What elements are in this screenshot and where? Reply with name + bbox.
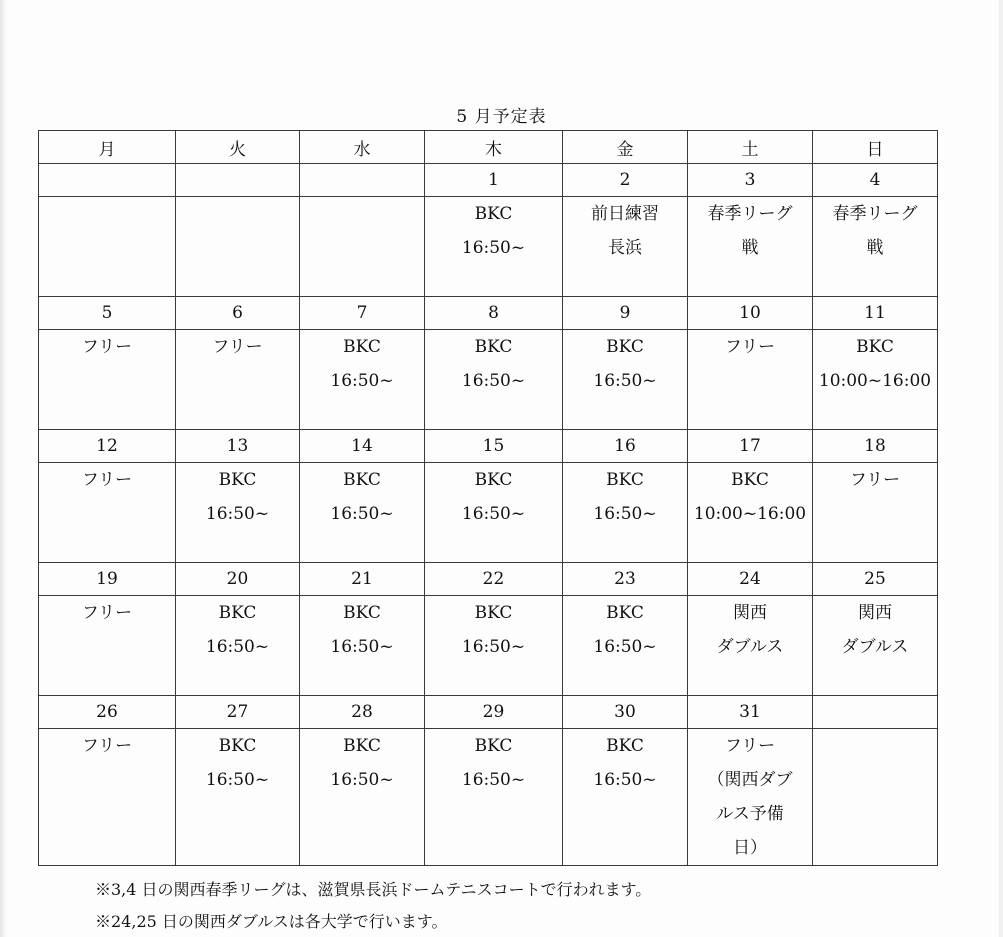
schedule-cell [176, 729, 300, 866]
schedule-cell [813, 330, 938, 430]
date-number-cell: 17 [688, 430, 813, 463]
schedule-entry-line: 戦 [741, 238, 759, 258]
schedule-entry-line: 16:50~ [330, 504, 394, 524]
schedule-cell [688, 729, 813, 866]
date-number-cell: 18 [813, 430, 938, 463]
page-left-edge [0, 0, 8, 937]
schedule-entry-line: ダブルス [841, 637, 909, 657]
schedule-entry-line: 16:50~ [330, 371, 394, 391]
weekday-header: 木 [425, 131, 563, 164]
schedule-entry-line: BKC [474, 603, 513, 623]
schedule-entry-line: 長浜 [608, 238, 642, 258]
schedule-content-row [39, 729, 938, 866]
schedule-entry-line: BKC [218, 470, 257, 490]
schedule-entry-line: 16:50~ [461, 504, 526, 524]
schedule-cell [688, 330, 813, 430]
schedule-cell [300, 330, 425, 430]
schedule-entry-line: 16:50~ [593, 637, 657, 657]
date-number-cell: 5 [39, 297, 176, 330]
schedule-entry-line: フリー [212, 337, 263, 357]
schedule-entry-line: 16:50~ [205, 770, 270, 790]
date-number-cell: 15 [425, 430, 563, 463]
schedule-entry-line: BKC [606, 603, 644, 623]
date-number-cell: 12 [39, 430, 176, 463]
date-number-cell: 6 [176, 297, 300, 330]
date-number-cell: 1 [425, 164, 563, 197]
schedule-cell [688, 596, 813, 696]
schedule-entry-line: 前日練習 [591, 204, 659, 224]
schedule-cell [563, 463, 688, 563]
schedule-entry-line: フリー [81, 337, 133, 357]
date-number-cell: 8 [425, 297, 563, 330]
schedule-cell [425, 596, 563, 696]
schedule-entry-line: BKC [474, 337, 513, 357]
schedule-cell [39, 463, 176, 563]
schedule-content-row [39, 330, 938, 430]
schedule-entry-line: ダブルス [716, 637, 784, 657]
schedule-entry-line: 16:50~ [205, 504, 270, 524]
schedule-cell [176, 463, 300, 563]
schedule-cell [813, 596, 938, 696]
date-number-row [39, 696, 938, 729]
schedule-entry-line: 16:50~ [593, 504, 657, 524]
date-number-cell: 31 [688, 696, 813, 729]
date-number-cell [176, 164, 300, 197]
schedule-entry-line: 日） [733, 838, 767, 858]
date-number-cell: 23 [563, 563, 688, 596]
weekday-header: 日 [813, 131, 938, 164]
note-line: ※3,4 日の関西春季リーグは、滋賀県長浜ドームテニスコートで行われます。 [95, 880, 652, 899]
schedule-cell [688, 463, 813, 563]
schedule-cell [563, 596, 688, 696]
weekday-header: 金 [563, 131, 688, 164]
schedule-entry-line: BKC [218, 736, 257, 756]
date-number-row [39, 164, 938, 197]
schedule-cell [300, 463, 425, 563]
schedule-entry-line: BKC [474, 736, 513, 756]
schedule-entry-line: 関西 [733, 603, 767, 623]
schedule-entry-line: 10:00~16:00 [693, 504, 807, 524]
schedule-entry-line: 16:50~ [461, 371, 526, 391]
date-number-cell [300, 164, 425, 197]
date-number-cell: 27 [176, 696, 300, 729]
weekday-header-row [39, 131, 938, 164]
schedule-cell [813, 729, 938, 866]
date-number-cell: 7 [300, 297, 425, 330]
schedule-cell [813, 463, 938, 563]
date-number-cell: 14 [300, 430, 425, 463]
schedule-cell [39, 197, 176, 297]
schedule-content-row [39, 197, 938, 297]
date-number-cell: 10 [688, 297, 813, 330]
schedule-entry-line: BKC [731, 470, 769, 490]
schedule-entry-line: BKC [343, 470, 381, 490]
date-number-cell: 28 [300, 696, 425, 729]
schedule-cell [563, 197, 688, 297]
date-number-cell: 11 [813, 297, 938, 330]
weekday-header: 火 [176, 131, 300, 164]
schedule-cell [563, 729, 688, 866]
schedule-entry-line: 16:50~ [461, 238, 526, 258]
schedule-entry-line: 関西 [858, 603, 892, 623]
date-number-cell: 24 [688, 563, 813, 596]
page-right-edge [999, 0, 1003, 937]
date-number-row [39, 297, 938, 330]
date-number-cell: 3 [688, 164, 813, 197]
schedule-cell [425, 729, 563, 866]
date-number-cell [39, 164, 176, 197]
schedule-entry-line: BKC [606, 470, 644, 490]
schedule-entry-line: BKC [606, 736, 644, 756]
date-number-cell: 29 [425, 696, 563, 729]
schedule-entry-line: BKC [343, 337, 381, 357]
note-line: ※24,25 日の関西ダブルスは各大学で行います。 [95, 912, 448, 931]
date-number-cell: 9 [563, 297, 688, 330]
schedule-cell [300, 596, 425, 696]
date-number-cell: 22 [425, 563, 563, 596]
schedule-entry-line: 16:50~ [205, 637, 270, 657]
date-number-cell: 16 [563, 430, 688, 463]
schedule-entry-line: 16:50~ [330, 770, 394, 790]
date-number-cell: 21 [300, 563, 425, 596]
schedule-entry-line: 16:50~ [461, 637, 526, 657]
schedule-entry-line: 16:50~ [330, 637, 394, 657]
schedule-cell [425, 197, 563, 297]
schedule-cell [300, 729, 425, 866]
schedule-content-row [39, 596, 938, 696]
schedule-cell [176, 330, 300, 430]
notes [95, 874, 651, 937]
schedule-entry-line: BKC [474, 204, 513, 224]
schedule-entry-line: フリー [81, 603, 133, 623]
schedule-entry-line: 16:50~ [461, 770, 526, 790]
schedule-entry-line: フリー [81, 736, 133, 756]
date-number-row [39, 430, 938, 463]
schedule-entry-line: フリー [724, 337, 776, 357]
schedule-entry-line: 戦 [866, 238, 884, 258]
schedule-entry-line: BKC [218, 603, 257, 623]
schedule-entry-line: フリー [724, 736, 776, 756]
schedule-cell [563, 330, 688, 430]
weekday-header: 月 [39, 131, 176, 164]
schedule-cell [176, 197, 300, 297]
schedule-cell [813, 197, 938, 297]
schedule-entry-line: 16:50~ [593, 770, 657, 790]
page-title: 5 月予定表 [456, 107, 547, 127]
schedule-entry-line: 10:00~16:00 [818, 371, 932, 391]
schedule-cell [39, 596, 176, 696]
date-number-cell: 20 [176, 563, 300, 596]
schedule-entry-line: 春季リーグ [832, 204, 918, 224]
schedule-entry-line: BKC [474, 470, 513, 490]
schedule-cell [176, 596, 300, 696]
schedule-entry-line: BKC [343, 736, 381, 756]
date-number-cell: 2 [563, 164, 688, 197]
date-number-cell: 30 [563, 696, 688, 729]
schedule-cell [688, 197, 813, 297]
schedule-entry-line: BKC [343, 603, 381, 623]
weekday-header: 水 [300, 131, 425, 164]
date-number-cell: 25 [813, 563, 938, 596]
schedule-entry-line: BKC [606, 337, 644, 357]
date-number-cell: 13 [176, 430, 300, 463]
schedule-entry-line: フリー [849, 470, 901, 490]
schedule-entry-line: フリー [81, 470, 133, 490]
schedule-content-row [39, 463, 938, 563]
date-number-cell: 19 [39, 563, 176, 596]
schedule-entry-line: （関西ダブ [707, 770, 793, 790]
weekday-header: 土 [688, 131, 813, 164]
schedule-entry-line: 春季リーグ [707, 204, 793, 224]
schedule-table [38, 130, 938, 866]
schedule-cell [39, 330, 176, 430]
schedule-cell [425, 330, 563, 430]
schedule-cell [425, 463, 563, 563]
schedule-entry-line: 16:50~ [593, 371, 657, 391]
date-number-cell [813, 696, 938, 729]
date-number-row [39, 563, 938, 596]
schedule-entry-line: ルス予備 [716, 804, 784, 824]
schedule-cell [300, 197, 425, 297]
date-number-cell: 4 [813, 164, 938, 197]
schedule-entry-line: BKC [856, 337, 894, 357]
date-number-cell: 26 [39, 696, 176, 729]
schedule-cell [39, 729, 176, 866]
